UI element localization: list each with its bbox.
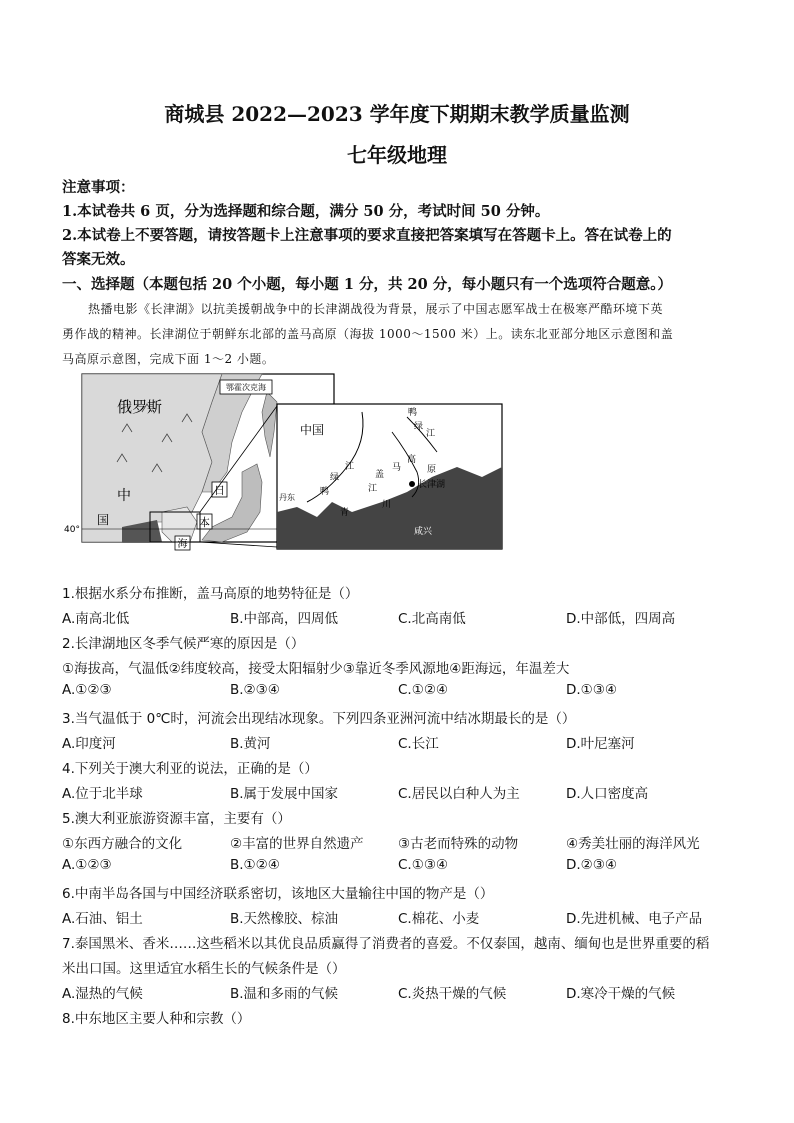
q1-option-c[interactable]: C.北高南低 (398, 611, 466, 627)
q5-item-4: ④秀美壮丽的海洋风光 (566, 836, 700, 852)
question-7-stem-cont: 米出口国。这里适宜水稻生长的气候条件是（） (62, 961, 346, 977)
notice-line-1: 1.本试卷共 6 页，分为选择题和综合题，满分 50 分，考试时间 50 分钟。 (62, 203, 550, 220)
right-label-jiang-top: 江 (426, 429, 436, 439)
q5-item-2: ②丰富的世界自然遗产 (230, 836, 364, 852)
right-label-lu2: 绿 (330, 473, 340, 483)
section-heading: 一、选择题（本题包括 20 个小题，每小题 1 分，共 20 分，每小题只有一个选项符合题意。） (62, 276, 672, 293)
q2-option-b[interactable]: B.②③④ (230, 682, 280, 698)
q3-option-c[interactable]: C.长江 (398, 736, 439, 752)
question-7-stem: 7.泰国黑米、香米……这些稻米以其优良品质赢得了消费者的喜爱。不仅泰国，越南、缅甸也是世界重要的稻 (62, 936, 710, 952)
sea-label-hai: 海 (177, 539, 188, 550)
notice-label: 注意事项： (62, 179, 135, 196)
q5-option-d[interactable]: D.②③④ (566, 857, 617, 873)
right-label-ya: 鸭 (408, 408, 418, 418)
right-label-chuan: 川 (382, 500, 392, 510)
exam-subtitle: 七年级地理 (347, 143, 447, 167)
q4-option-c[interactable]: C.居民以白种人为主 (398, 786, 520, 802)
q3-option-b[interactable]: B.黄河 (230, 736, 271, 752)
q4-option-b[interactable]: B.属于发展中国家 (230, 786, 339, 802)
right-label-gai: 盖 (375, 470, 385, 480)
right-label-ya2: 鸭 (320, 487, 330, 497)
russia-label: 俄罗斯 (117, 398, 163, 416)
zoom-line-bottom (200, 542, 277, 547)
q2-option-a[interactable]: A.①②③ (62, 682, 112, 698)
question-3-stem: 3.当气温低于 0℃时，河流会出现结冰现象。下列四条亚洲河流中结冰期最长的是（） (62, 711, 576, 727)
q6-option-c[interactable]: C.棉花、小麦 (398, 911, 480, 927)
northeast-asia-map (62, 372, 730, 572)
question-1-stem: 1.根据水系分布推断，盖马高原的地势特征是（） (62, 586, 359, 602)
right-label-lu: 绿 (414, 422, 424, 432)
notice-line-2: 2.本试卷上不要答题，请按答题卡上注意事项的要求直接把答案填写在答题卡上。答在试卷上的 (62, 227, 672, 244)
q5-option-a[interactable]: A.①②③ (62, 857, 112, 873)
q3-option-d[interactable]: D.叶尼塞河 (566, 736, 635, 752)
q7-option-b[interactable]: B.温和多雨的气候 (230, 986, 339, 1002)
exam-title: 商城县 2022—2023 学年度下期期末教学质量监测 (164, 102, 630, 126)
q6-option-d[interactable]: D.先进机械、电子产品 (566, 911, 703, 927)
right-label-xianxing: 咸兴 (414, 527, 433, 537)
q5-item-3: ③古老而特殊的动物 (398, 836, 519, 852)
q4-option-a[interactable]: A.位于北半球 (62, 786, 143, 802)
question-5-stem: 5.澳大利亚旅游资源丰富，主要有（） (62, 811, 291, 827)
intro-line-2: 勇作战的精神。长津湖位于朝鲜东北部的盖马高原（海拔 1000～1500 米）上。读东北亚部分地区示意图和盖 (62, 327, 674, 341)
right-label-qing: 青 (340, 508, 350, 518)
q7-option-c[interactable]: C.炎热干燥的气候 (398, 986, 507, 1002)
right-label-ma: 马 (392, 463, 402, 473)
q4-option-d[interactable]: D.人口密度高 (566, 786, 649, 802)
q6-option-a[interactable]: A.石油、铝土 (62, 911, 143, 927)
right-label-gao: 高 (407, 455, 417, 465)
intro-line-1: 热播电影《长津湖》以抗美援朝战争中的长津湖战役为背景，展示了中国志愿军战士在极寒严酷环境下英 (88, 302, 664, 316)
q2-option-d[interactable]: D.①③④ (566, 682, 617, 698)
q6-option-b[interactable]: B.天然橡胶、棕油 (230, 911, 339, 927)
q3-option-a[interactable]: A.印度河 (62, 736, 116, 752)
okhotsk-label: 鄂霍次克海 (226, 383, 266, 392)
q1-option-b[interactable]: B.中部高，四周低 (230, 611, 339, 627)
changjin-lake-dot (409, 481, 415, 487)
intro-line-3: 马高原示意图，完成下面 1～2 小题。 (62, 352, 275, 366)
question-6-stem: 6.中南半岛各国与中国经济联系密切，该地区大量输往中国的物产是（） (62, 886, 494, 902)
china-label-guo: 国 (97, 513, 110, 527)
q1-option-a[interactable]: A.南高北低 (62, 611, 130, 627)
japan-label-ben: 本 (199, 516, 210, 529)
question-2-items: ①海拔高，气温低②纬度较高，接受太阳辐射少③靠近冬季风源地④距海远，年温差大 (62, 661, 570, 677)
latitude-label: 40° (64, 525, 80, 535)
china-label-zhong: 中 (117, 488, 131, 504)
japan-label-ri: 日 (214, 484, 225, 497)
right-label-jiang2: 江 (368, 484, 378, 494)
right-label-yuan: 原 (427, 465, 437, 475)
right-label-jiang-mid: 江 (345, 462, 355, 472)
q7-option-a[interactable]: A.湿热的气候 (62, 986, 143, 1002)
q2-option-c[interactable]: C.①②④ (398, 682, 449, 698)
right-china-label: 中国 (300, 423, 325, 437)
right-label-dandong: 丹东 (279, 493, 295, 502)
q5-item-1: ①东西方融合的文化 (62, 836, 183, 852)
question-8-stem: 8.中东地区主要人种和宗教（） (62, 1011, 251, 1027)
notice-line-2-cont: 答案无效。 (62, 251, 135, 268)
question-4-stem: 4.下列关于澳大利亚的说法，正确的是（） (62, 761, 318, 777)
q7-option-d[interactable]: D.寒冷干燥的气候 (566, 986, 676, 1002)
question-2-stem: 2.长津湖地区冬季气候严寒的原因是（） (62, 636, 305, 652)
q5-option-b[interactable]: B.①②④ (230, 857, 280, 873)
q5-option-c[interactable]: C.①③④ (398, 857, 449, 873)
right-label-changjinhu: 长津湖 (418, 480, 446, 490)
q1-option-d[interactable]: D.中部低，四周高 (566, 611, 676, 627)
